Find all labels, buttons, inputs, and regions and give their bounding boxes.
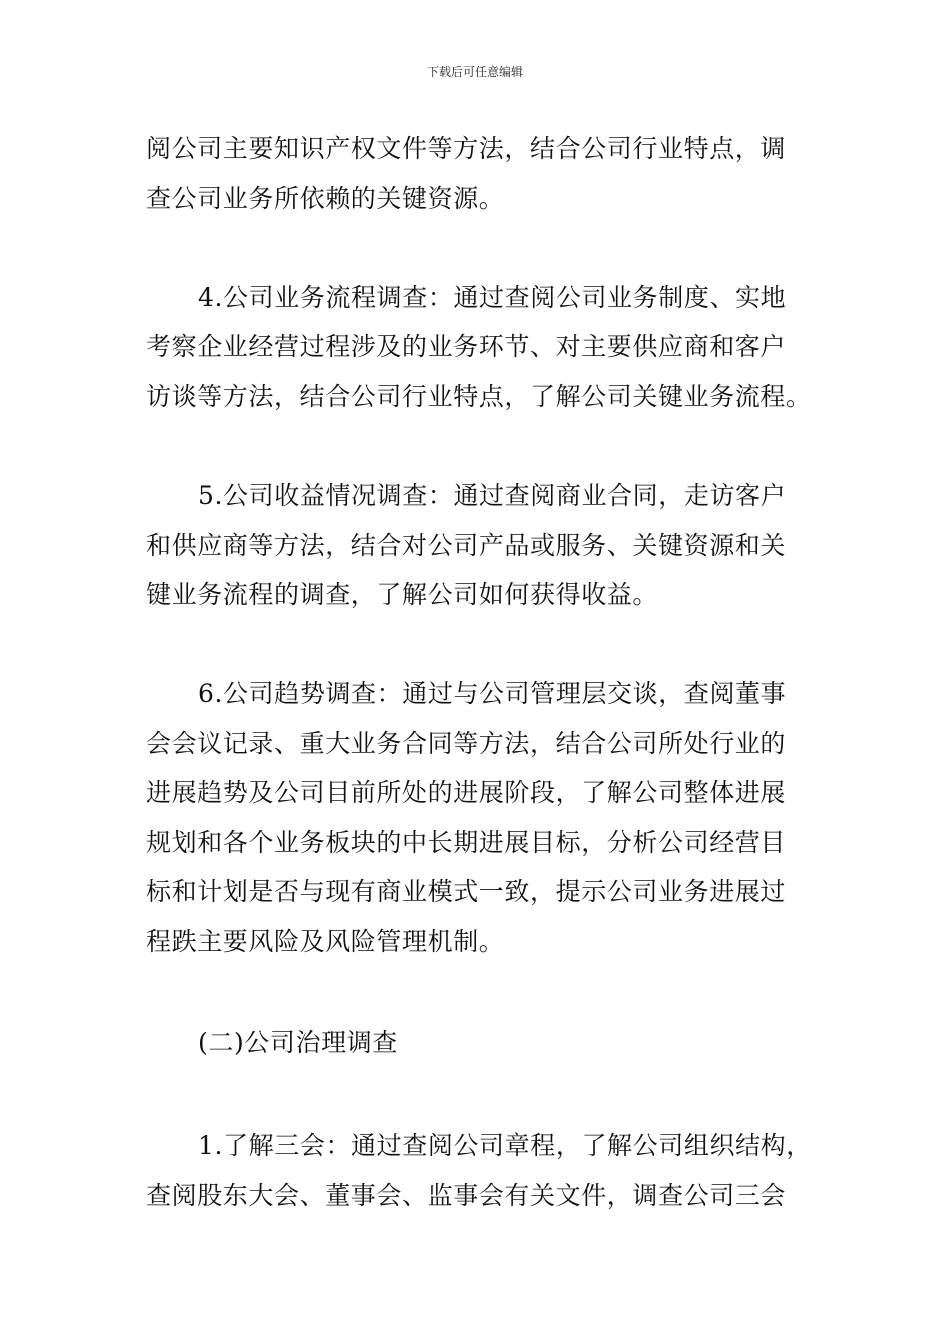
paragraph-line: 访谈等方法，结合公司行业特点，了解公司关键业务流程。	[146, 382, 812, 411]
paragraph-line: 和供应商等方法，结合对公司产品或服务、关键资源和关	[146, 531, 787, 560]
paragraph-line: 键业务流程的调查，了解公司如何获得收益。	[146, 580, 659, 609]
paragraph-line: 4.公司业务流程调查：通过查阅公司业务制度、实地	[198, 283, 787, 312]
paragraph-line: 进展趋势及公司目前所处的进展阶段，了解公司整体进展	[146, 778, 787, 807]
paragraph-line: 查公司业务所依赖的关键资源。	[146, 184, 505, 213]
paragraph-line: 程跌主要风险及风险管理机制。	[146, 927, 505, 956]
paragraph-line: 6.公司趋势调查：通过与公司管理层交谈，查阅董事	[198, 679, 787, 708]
paragraph-line: 会会议记录、重大业务合同等方法，结合公司所处行业的	[146, 729, 787, 758]
paragraph-line: 1.了解三会：通过查阅公司章程，了解公司组织结构，	[198, 1131, 812, 1160]
paragraph-line: 考察企业经营过程涉及的业务环节、对主要供应商和客户	[146, 332, 787, 361]
paragraph-line: 阅公司主要知识产权文件等方法，结合公司行业特点，调	[146, 134, 787, 163]
paragraph-line: 5.公司收益情况调查：通过查阅商业合同，走访客户	[198, 481, 787, 510]
paragraph-line: 标和计划是否与现有商业模式一致，提示公司业务进展过	[146, 877, 787, 906]
page-header: 下载后可任意编辑	[426, 65, 523, 79]
paragraph-line: 查阅股东大会、董事会、监事会有关文件，调查公司三会	[146, 1181, 787, 1210]
paragraph-line: 规划和各个业务板块的中长期进展目标，分析公司经营目	[146, 828, 787, 857]
section-heading: (二)公司治理调查	[198, 1028, 398, 1057]
